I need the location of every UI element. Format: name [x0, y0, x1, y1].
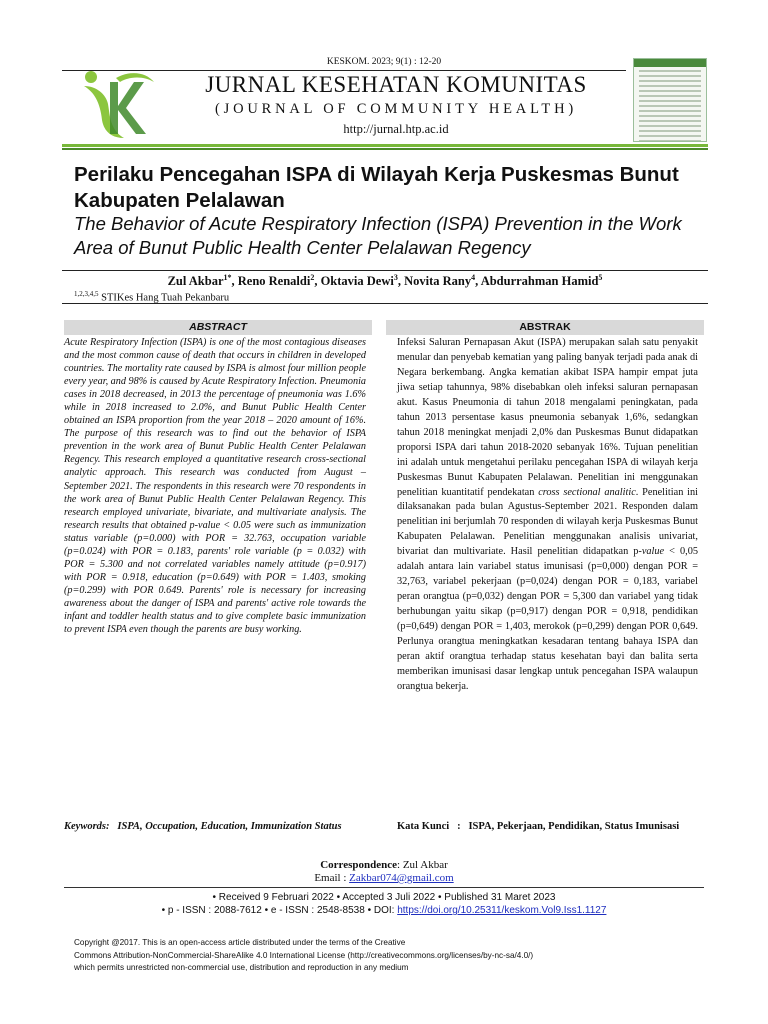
- doi-link[interactable]: https://doi.org/10.25311/keskom.Vol9.Iss1.1127: [397, 905, 607, 916]
- header-dark-green-rule: [62, 148, 708, 150]
- author-name: Abdurrahman Hamid: [480, 274, 599, 289]
- author-name: Reno Renaldi: [237, 274, 311, 289]
- copyright-notice: [74, 937, 694, 975]
- article-title-indonesian: Perilaku Pencegahan ISPA di Wilayah Kerja Puskesmas Bunut Kabupaten Pelalawan: [74, 163, 679, 212]
- logo-letter-k: [110, 82, 146, 134]
- journal-cover-thumbnail: [633, 58, 707, 142]
- author-list: Zul Akbar$^{1*}$, Reno Renaldi$^2$, Oktavia Dewi$^3$, Novita Rany$^4$, Abdurrahman Hamid$^5$: [167, 273, 603, 289]
- author-name: Zul Akbar: [167, 274, 224, 289]
- journal-url[interactable]: http://jurnal.htp.ac.id: [343, 122, 449, 136]
- publication-dates: • Received 9 Februari 2022 • Accepted 3 Juli 2022 • Published 31 Maret 2023: [212, 892, 556, 903]
- affiliation: [74, 290, 229, 304]
- email-label: Email :: [314, 872, 350, 884]
- author-sup: 4: [471, 273, 476, 282]
- keywords-indonesian: Kata Kunci : ISPA, Pekerjaan, Pendidikan, Status Imunisasi: [397, 821, 680, 832]
- copyright-line: which permits unrestricted non-commercial use, distribution and reproduction in any medium: [74, 963, 409, 972]
- email-link[interactable]: Zakbar074@gmail.com: [349, 872, 454, 884]
- abstract-indonesian-text: Infeksi Saluran Pernapasan Akut (ISPA) merupakan salah satu penyakit menular dan penyebab kematian yang paling banyak terjadi pada anak di Negara berkembang. Angka kematian akibat ISPA hampir empat juta jiwa setiap tahunnya, 98% disebabkan oleh infeksi saluran pernapasan akut. Kasus Pneumonia di tahun 2018 mengalami peningkatan, pada tahun 2013 persentase kasus pneumonia sebanyak 1,6%, sedangkan tahun 2018 meningkat menjadi 2,0% dan Puskesmas Bunut didapatkan proporsi ISPA dari tahun 2018-2020 sebanyak 16%. Tujuan penelitian ini adalah untuk mengetahui perilaku pencegahan ISPA di wilayah kerja Puskesmas Bunut Kabupaten Pelalawan. Penelitian ini menggunakan penelitian kuantitatif pendekatan cross sectional analitic. Penelitian ini dilaksanakan pada bulan Agustus-September 2021. Responden dalam penelitian ini berjumlah 70 responden di wilayah kerja Puskesmas Bunut Kabupaten Pelalawan. Penelitian menggunakan analisis univariat, bivariat dan multivariate. Hasil penelitian didapatkan p-value < 0,05 adalah antara lain variabel status imunisasi (p=0,000) dengan POR = 32,763, variabel pekerjaan (p=0,024) dengan POR = 0,183, variabel peran orangtua (p=0,032) dengan POR = 5,300 dan variabel yang tidak berhubungan yaitu sikap (p=0,917) dengan POR = 0,918, pendidikan (p=0,649) dengan POR = 1,403, merokok (p=0,299) dengan POR 0,649. Perlunya orangtua meningkatkan kesadaran tentang bahaya ISPA dan peran aktif orangtua terhadap status kesehatan bayi dan balita serta memberikan imunisasi dasar lengkap untuk pencegahan ISPA walaupun orangtua bekerja.: [397, 337, 699, 692]
- article-title-english: The Behavior of Acute Respiratory Infection (ISPA) Prevention in the Work Area of Bunut Public Health Center Pelalawan Regency: [74, 213, 682, 258]
- authors-top-rule: [62, 270, 708, 271]
- author-sup: 2: [310, 273, 315, 282]
- issn-doi-line: • p - ISSN : 2088-7612 • e - ISSN : 2548-8538 • DOI: https://doi.org/10.25311/keskom.Vol9.Iss1.1127: [161, 905, 607, 916]
- author-name: Novita Rany: [404, 274, 472, 289]
- author-sup: 3: [393, 273, 398, 282]
- header-green-rule: [62, 144, 708, 147]
- correspondence-name: : Zul Akbar: [397, 859, 448, 871]
- journal-title: JURNAL KESEHATAN KOMUNITAS: [205, 72, 587, 97]
- abstract-english-heading: ABSTRACT: [64, 320, 372, 335]
- author-name: Oktavia Dewi: [320, 274, 394, 289]
- affiliation-text: STIKes Hang Tuah Pekanbaru: [101, 292, 230, 304]
- journal-citation: KESKOM. 2023; 9(1) : 12-20: [326, 57, 442, 67]
- copyright-line: Copyright @2017. This is an open-access article distributed under the terms of the Creative: [74, 938, 406, 947]
- keywords-english: Keywords: ISPA, Occupation, Education, Immunization Status: [64, 821, 342, 832]
- correspondence-rule: [64, 887, 704, 888]
- logo-head: [85, 71, 97, 83]
- abstract-indonesian-heading: ABSTRAK: [386, 320, 704, 335]
- abstract-english-text: Acute Respiratory Infection (ISPA) is one of the most contagious diseases and the most common cause of death that occurs in children in developed countries. The mortality rate caused by ISPA is almost four million people every year, and 98% is caused by Acute Respiratory Infection. Pneumonia cases in 2018 decreased, in 2013 the percentage of pneumonia was 1.6% while in 2018 increased to 2.0%, and Bunut Public Health Center obtained an ISPA proportion from the year 2018 – 2020 amount of 16%. The purpose of this research was to find out the behavior of ISPA prevention in the work area of Bunut Public Health Center Pelalawan Regency. This research employed a quantitative research cross-sectional analytic approach. This research was conducted from August – September 2021. The respondents in this research were 70 respondents in the work area of Bunut Public Health Center Pelalawan Regency. This research employed univariate, bivariate, and multivariate analysis. The research results that obtained p-value < 0.05 were such as immunization status variable (p=0.000) with POR = 32.763, occupation variable (p=0.024) with POR = 0.183, parents' role variable (p = 0.032) with POR = 5.300 and not correlated variables namely attitude (p=0.917) with POR = 0.918, education (p=0.649) with POR = 1.403, smoking (p=0.299) with POR 0.649. Parents' role is necessary for increasing awareness about the danger of ISPA and parents' active role towards the infant and toddler health status and to give complete basic immunization to prevent ISPA even though the parents are busy working.: [64, 337, 366, 636]
- logo-swoosh: [116, 73, 154, 82]
- author-sup: 1*: [223, 273, 232, 282]
- journal-logo: [80, 68, 158, 142]
- copyright-line: Commons Attribution-NonCommercial-ShareAlike 4.0 International License (http://creativecommons.org/licenses/by-nc-sa/4.0/): [74, 950, 534, 960]
- correspondence: [0, 859, 768, 885]
- author-sup: 5: [598, 273, 603, 282]
- journal-subtitle: (JOURNAL OF COMMUNITY HEALTH): [215, 101, 577, 117]
- correspondence-label: Correspondence: [320, 859, 398, 871]
- authors-bottom-rule: [62, 303, 708, 304]
- affiliation-sup: 1,2,3,4,5: [74, 290, 99, 298]
